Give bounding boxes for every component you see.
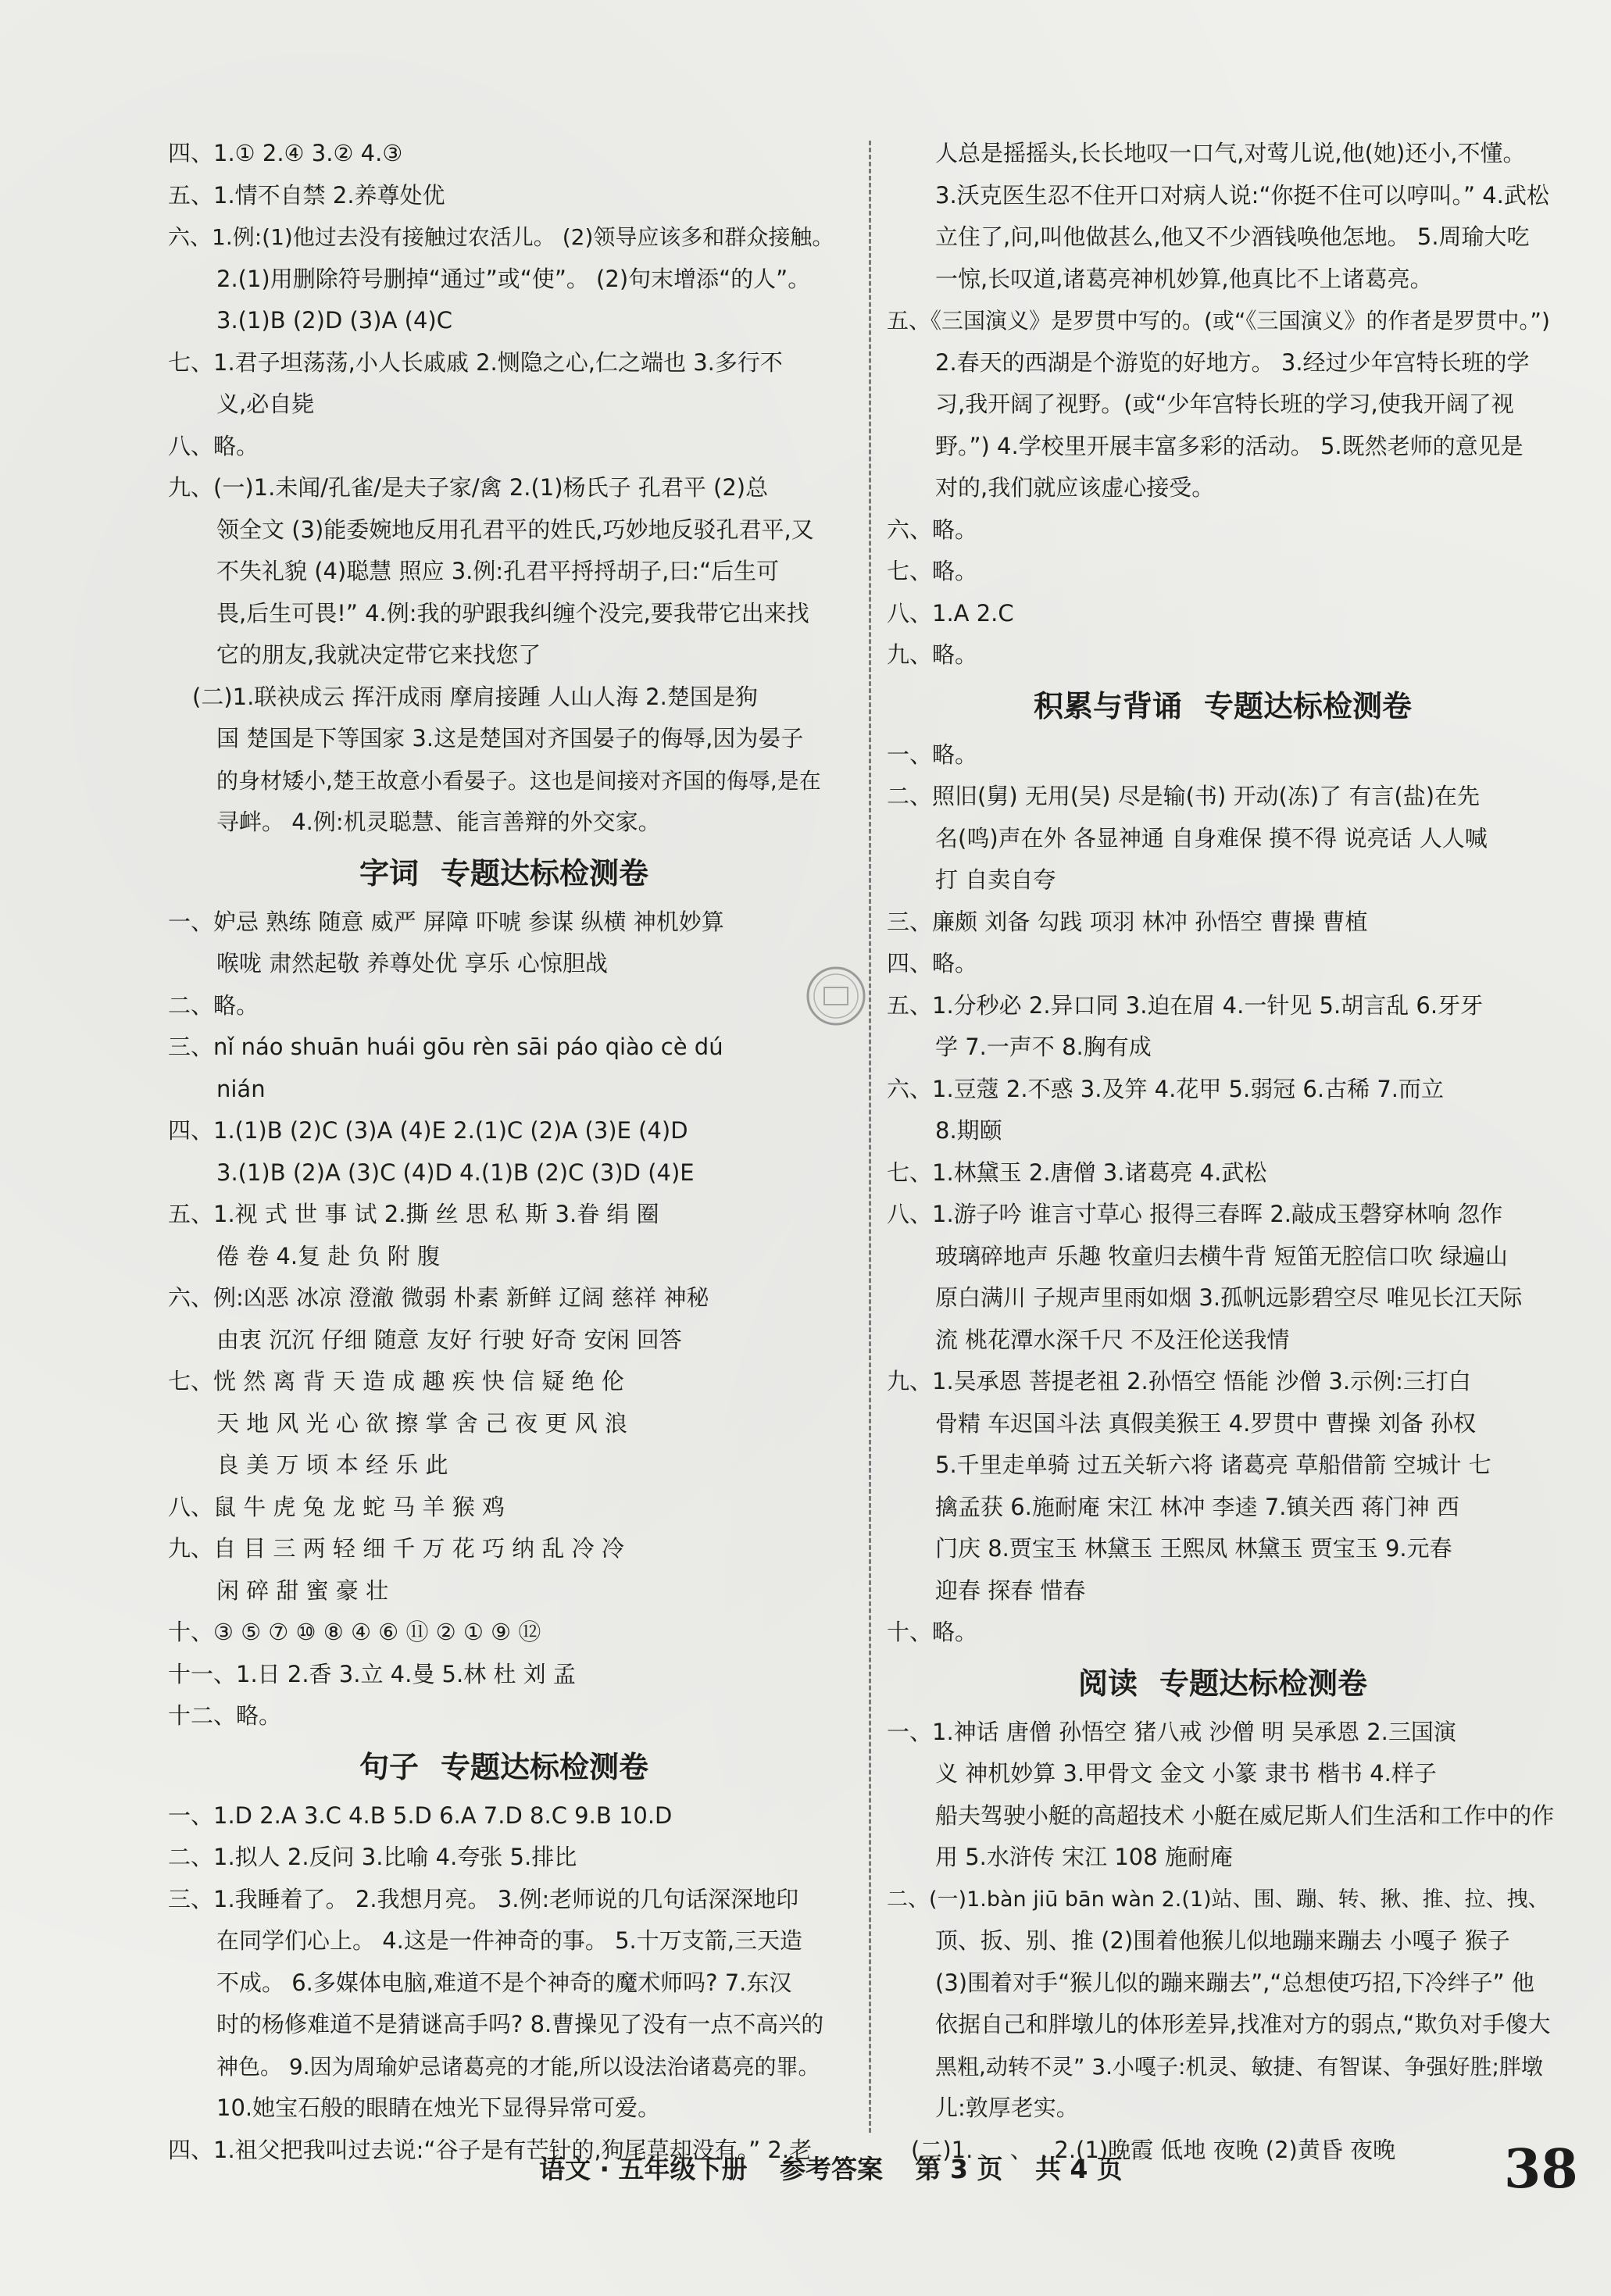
- section-heading-title: 专题达标检测卷: [441, 1749, 649, 1784]
- answer-line: 十、③ ⑤ ⑦ ⑩ ⑧ ④ ⑥ ⑪ ② ① ⑨ ⑫: [168, 1619, 541, 1645]
- answer-line: 国 楚国是下等国家 3.这是楚国对齐国晏子的侮辱,因为晏子: [216, 725, 804, 752]
- answer-line: 野。”) 4.学校里开展丰富多彩的活动。 5.既然老师的意见是: [935, 432, 1523, 459]
- answer-line: 九、自 目 三 两 轻 细 千 万 花 巧 纳 乱 冷 冷: [168, 1535, 624, 1562]
- answer-line: 九、略。: [887, 641, 978, 668]
- answer-line: 习,我开阔了视野。(或“少年宫特长班的学习,使我开阔了视: [935, 391, 1514, 417]
- section-heading-topic: 字词: [359, 855, 419, 891]
- answer-line: 用 5.水浒传 宋江 108 施耐庵: [935, 1844, 1233, 1870]
- answer-line: 原白满川 子规声里雨如烟 3.孤帆远影碧空尽 唯见长江天际: [935, 1284, 1523, 1311]
- answer-line: 二、照旧(舅) 无用(吴) 尽是输(书) 开动(冻)了 有言(盐)在先: [887, 783, 1481, 809]
- answer-line: 畏,后生可畏!” 4.例:我的驴跟我纠缠个没完,要我带它出来找: [216, 599, 809, 627]
- footer-strip: [539, 2149, 1146, 2186]
- answer-line: 名(鸣)声在外 各显神通 自身难保 摸不得 说亮话 人人喊: [935, 824, 1488, 852]
- answer-line: 对的,我们就应该虚心接受。: [935, 474, 1215, 501]
- answer-line: 人总是摇摇头,长长地叹一口气,对莺儿说,他(她)还小,不懂。: [935, 140, 1526, 166]
- answer-line: 三、廉颇 刘备 勾践 项羽 林冲 孙悟空 曹操 曹植: [887, 908, 1368, 935]
- answer-line: 五、1.情不自禁 2.养尊处优: [168, 181, 445, 209]
- answer-line: 义,必自毙: [216, 391, 315, 417]
- answer-line: 迎春 探春 惜春: [935, 1576, 1086, 1604]
- answer-line: 不失礼貌 (4)聪慧 照应 3.例:孔君平捋捋胡子,曰:“后生可: [216, 558, 780, 584]
- answer-line: 10.她宝石般的眼睛在烛光下显得异常可爱。: [216, 2094, 661, 2121]
- answer-line: 闲 碎 甜 蜜 豪 壮: [216, 1576, 389, 1604]
- answer-line: 流 桃花潭水深千尺 不及汪伦送我情: [935, 1326, 1290, 1353]
- answer-line: 八、略。: [168, 432, 259, 459]
- left-column: [168, 133, 840, 2171]
- watermark-stamp: [801, 961, 871, 1031]
- answer-line: 三、1.我睡着了。 2.我想月亮。 3.例:老师说的几句话深深地印: [168, 1885, 799, 1912]
- answer-line: 四、略。: [887, 950, 978, 977]
- answer-line: 时的杨修难道不是猜谜高手吗? 8.曹操见了没有一点不高兴的: [216, 2011, 824, 2037]
- answer-line: 天 地 风 光 心 欲 擦 掌 舍 己 夜 更 风 浪: [216, 1409, 627, 1437]
- answer-line: 六、1.豆蔻 2.不惑 3.及笄 4.花甲 5.弱冠 6.古稀 7.而立: [887, 1075, 1444, 1102]
- answer-line: 打 自卖自夸: [935, 866, 1056, 893]
- answer-line: 十一、1.日 2.香 3.立 4.曼 5.林 杜 刘 孟: [168, 1660, 576, 1687]
- section-heading-title: 专题达标检测卷: [441, 855, 649, 891]
- answer-line: 良 美 万 顷 本 经 乐 此: [216, 1452, 448, 1478]
- answer-line: 六、1.例:(1)他过去没有接触过农活儿。 (2)领导应该多和群众接触。: [168, 224, 834, 250]
- answer-line: 五、1.视 式 世 事 试 2.撕 丝 思 私 斯 3.眷 绢 圈: [168, 1201, 659, 1227]
- answer-line: 倦 卷 4.复 赴 负 附 腹: [216, 1242, 440, 1269]
- answer-line: 领全文 (3)能委婉地反用孔君平的姓氏,巧妙地反驳孔君平,又: [216, 516, 814, 543]
- answer-line: 一、略。: [887, 741, 978, 768]
- answer-line: 一、1.神话 唐僧 孙悟空 猪八戒 沙僧 明 吴承恩 2.三国演: [887, 1718, 1456, 1745]
- answer-line: 不成。 6.多媒体电脑,难道不是个神奇的魔术师吗? 7.东汉: [216, 1969, 792, 1996]
- answer-line: 一惊,长叹道,诸葛亮神机妙算,他真比不上诸葛亮。: [935, 265, 1433, 292]
- page-footer: [0, 2138, 1611, 2207]
- answer-line: 义 神机妙算 3.甲骨文 金文 小篆 隶书 楷书 4.样子: [935, 1760, 1437, 1787]
- footer-total: 共 4 页: [1034, 2154, 1123, 2184]
- answer-line: 四、1.① 2.④ 3.② 4.③: [168, 140, 403, 166]
- section-heading-topic: 句子: [359, 1749, 419, 1784]
- answer-line: 顶、扳、别、推 (2)围着他猴儿似地蹦来蹦去 小嘎子 猴子: [935, 1927, 1510, 1954]
- answer-line: 七、略。: [887, 558, 978, 584]
- answer-line: 五、《三国演义》是罗贯中写的。(或“《三国演义》的作者是罗贯中。”): [887, 308, 1550, 334]
- answer-line: 立住了,问,叫他做甚么,他又不少酒钱唤他怎地。 5.周瑜大吃: [935, 223, 1530, 250]
- answer-line: 它的朋友,我就决定带它来找您了: [216, 641, 541, 668]
- section-heading: [887, 683, 1559, 730]
- section-heading-topic: 阅读: [1077, 1666, 1138, 1701]
- answer-line: 玻璃碎地声 乐趣 牧童归去横牛背 短笛无腔信口吹 绿遍山: [935, 1242, 1508, 1269]
- section-heading: [168, 850, 840, 897]
- answer-line: 九、1.吴承恩 菩提老祖 2.孙悟空 悟能 沙僧 3.示例:三打白: [887, 1368, 1471, 1394]
- answer-line: 十、略。: [887, 1619, 978, 1645]
- answer-line: 二、1.拟人 2.反问 3.比喻 4.夸张 5.排比: [168, 1844, 577, 1870]
- answer-line: 神色。 9.因为周瑜妒忌诸葛亮的才能,所以设法治诸葛亮的罪。: [216, 2053, 820, 2080]
- answer-line: 擒孟获 6.施耐庵 宋江 林冲 李逵 7.镇关西 蒋门神 西: [935, 1493, 1459, 1520]
- answer-line: 十二、略。: [168, 1702, 282, 1729]
- answer-line: 黑粗,动转不灵” 3.小嘎子:机灵、敏捷、有智谋、争强好胜;胖墩: [935, 2053, 1543, 2080]
- answer-line: 门庆 8.贾宝玉 林黛玉 王熙凤 林黛玉 贾宝玉 9.元春: [935, 1535, 1452, 1562]
- answer-line: 一、1.D 2.A 3.C 4.B 5.D 6.A 7.D 8.C 9.B 10.D: [168, 1801, 673, 1829]
- answer-line: 四、1.(1)B (2)C (3)A (4)E 2.(1)C (2)A (3)E (4)D: [168, 1117, 688, 1144]
- page-number: 38: [1504, 2138, 1578, 2201]
- answer-line: 二、略。: [168, 991, 259, 1019]
- answer-line: 喉咙 肃然起敬 养尊处优 享乐 心惊胆战: [216, 950, 608, 977]
- answer-line: 九、(一)1.未闻/孔雀/是夫子家/禽 2.(1)杨氏子 孔君平 (2)总: [168, 474, 769, 501]
- answer-line: 一、妒忌 熟练 随意 威严 屏障 吓唬 参谋 纵横 神机妙算: [168, 908, 724, 935]
- answer-line: 六、略。: [887, 516, 978, 543]
- section-heading-topic: 积累与背诵: [1033, 688, 1182, 723]
- answer-line: 由衷 沉沉 仔细 随意 友好 行驶 好奇 安闲 回答: [216, 1326, 682, 1353]
- answer-line: 依据自己和胖墩儿的体形差异,找准对方的弱点,“欺负对手傻大: [935, 2011, 1551, 2037]
- section-heading: [887, 1660, 1559, 1707]
- answer-line: 七、1.林黛玉 2.唐僧 3.诸葛亮 4.武松: [887, 1159, 1267, 1186]
- answer-line: 七、1.君子坦荡荡,小人长戚戚 2.恻隐之心,仁之端也 3.多行不: [168, 348, 783, 376]
- section-heading: [168, 1744, 840, 1791]
- footer-subject: 语文 · 五年级下册: [539, 2154, 748, 2184]
- answer-line: 五、1.分秒必 2.异口同 3.迫在眉 4.一针见 5.胡言乱 6.牙牙: [887, 991, 1484, 1019]
- answer-line: 三、nǐ náo shuān huái gōu rèn sāi páo qiào cè dú: [168, 1034, 723, 1060]
- answer-line: 5.千里走单骑 过五关斩六将 诸葛亮 草船借箭 空城计 七: [935, 1452, 1491, 1478]
- section-heading-title: 专题达标检测卷: [1204, 688, 1413, 723]
- answer-line: 六、例:凶恶 冰凉 澄澈 微弱 朴素 新鲜 辽阔 慈祥 神秘: [168, 1284, 709, 1311]
- answer-line: 四、1.祖父把我叫过去说:“谷子是有芒针的,狗尾草却没有。” 2.老: [168, 2136, 813, 2163]
- answer-line: 八、1.游子吟 谁言寸草心 报得三春晖 2.敲成玉磬穿林响 忽作: [887, 1201, 1503, 1227]
- answer-line: 在同学们心上。 4.这是一件神奇的事。 5.十万支箭,三天造: [216, 1927, 802, 1954]
- column-divider: [869, 141, 871, 2133]
- answer-line: 2.(1)用删除符号删掉“通过”或“使”。 (2)句末增添“的人”。: [216, 265, 811, 292]
- section-heading-title: 专题达标检测卷: [1159, 1666, 1368, 1701]
- answer-line: 学 7.一声不 8.胸有成: [935, 1034, 1152, 1060]
- answer-line: 8.期颐: [935, 1117, 1002, 1144]
- footer-label: 参考答案: [780, 2154, 884, 2184]
- answer-line: 儿:敦厚老实。: [935, 2094, 1079, 2121]
- answer-line: 七、恍 然 离 背 天 造 成 趣 疾 快 信 疑 绝 伦: [168, 1368, 624, 1394]
- answer-line: 八、1.A 2.C: [887, 599, 1014, 627]
- answer-line: 3.沃克医生忍不住开口对病人说:“你挺不住可以哼叫。” 4.武松: [935, 181, 1549, 209]
- answer-line: 2.春天的西湖是个游览的好地方。 3.经过少年宫特长班的学: [935, 348, 1530, 376]
- answer-line: (二)1.联袂成云 挥汗成雨 摩肩接踵 人山人海 2.楚国是狗: [192, 683, 758, 710]
- answer-line: 二、(一)1.bàn jiū bān wàn 2.(1)站、围、蹦、转、揪、推、拉、拽、: [887, 1887, 1549, 1912]
- answer-line: 3.(1)B (2)D (3)A (4)C: [216, 307, 452, 334]
- answer-line: (3)围着对手“猴儿似的蹦来蹦去”,“总想使巧招,下冷绊子” 他: [935, 1969, 1534, 1996]
- right-column: [887, 133, 1559, 2171]
- answer-line: 的身材矮小,楚王故意小看晏子。这也是间接对齐国的侮辱,是在: [216, 767, 821, 794]
- answer-line: 3.(1)B (2)A (3)C (4)D 4.(1)B (2)C (3)D (4)E: [216, 1159, 695, 1186]
- answer-line: 八、鼠 牛 虎 兔 龙 蛇 马 羊 猴 鸡: [168, 1493, 505, 1520]
- footer-page: 第 3 页: [915, 2154, 1003, 2184]
- answer-line: 船夫驾驶小艇的高超技术 小艇在威尼斯人们生活和工作中的作: [935, 1801, 1555, 1829]
- answer-line: (二)1. 、 、 , 2.(1)晚霞 低地 夜晚 (2)黄昏 夜晚: [911, 2136, 1396, 2163]
- answer-line: 骨精 车迟国斗法 真假美猴王 4.罗贯中 曹操 刘备 孙权: [935, 1409, 1476, 1437]
- answer-line: 寻衅。 4.例:机灵聪慧、能言善辩的外交家。: [216, 809, 661, 835]
- answer-line: nián: [216, 1075, 266, 1102]
